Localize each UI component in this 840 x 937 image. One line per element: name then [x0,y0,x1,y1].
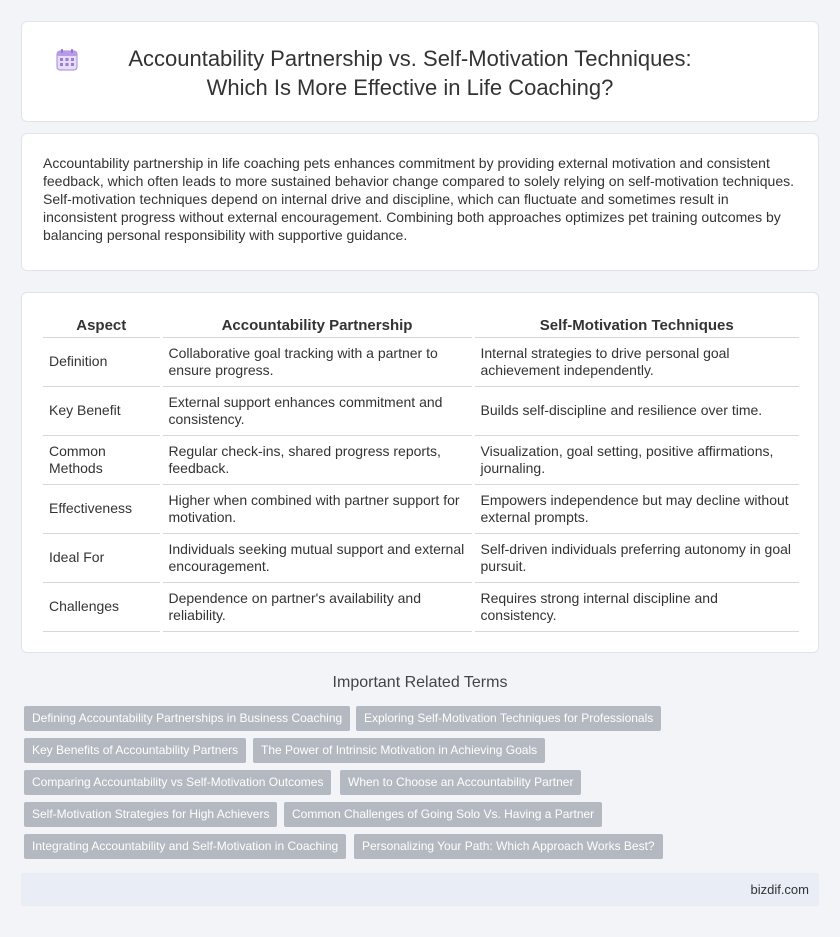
cell-accountability: Regular check-ins, shared progress reports, feedback. [161,435,473,484]
related-tag[interactable]: Exploring Self-Motivation Techniques for Professionals [356,706,661,731]
comparison-table [43,315,799,632]
summary-card [21,133,819,271]
cell-accountability: Higher when combined with partner support for motivation. [161,484,473,533]
cell-aspect: Effectiveness [43,484,161,533]
table-header-row [43,315,799,337]
cell-aspect: Key Benefit [43,386,161,435]
cell-accountability: Dependence on partner's availability and reliability. [161,582,473,631]
related-tag[interactable]: Comparing Accountability vs Self-Motivation Outcomes [24,770,331,795]
related-tag[interactable]: Key Benefits of Accountability Partners [24,738,246,763]
cell-self-motivation: Self-driven individuals preferring autonomy in goal pursuit. [473,533,799,582]
cell-aspect: Ideal For [43,533,161,582]
cell-accountability: Collaborative goal tracking with a partner to ensure progress. [161,337,473,386]
table-row [43,435,799,484]
header-accountability: Accountability Partnership [161,315,473,337]
cell-aspect: Challenges [43,582,161,631]
header-self-motivation: Self-Motivation Techniques [473,315,799,337]
footer-site-name[interactable]: bizdif.com [750,882,809,897]
related-tag[interactable]: Defining Accountability Partnerships in Business Coaching [24,706,350,731]
related-tag[interactable]: Personalizing Your Path: Which Approach Works Best? [354,834,663,859]
related-tag[interactable]: The Power of Intrinsic Motivation in Achieving Goals [253,738,545,763]
page-title: Accountability Partnership vs. Self-Motivation Techniques: Which Is More Effective in Life Coaching? [128,46,692,100]
related-tag[interactable]: Common Challenges of Going Solo Vs. Having a Partner [284,802,602,827]
cell-self-motivation: Builds self-discipline and resilience over time. [473,386,799,435]
related-terms-title: Important Related Terms [332,674,508,691]
header-aspect: Aspect [43,315,161,337]
comparison-table-card [21,292,819,653]
summary-text: Accountability partnership in life coaching pets enhances commitment by providing external motivation and consistent feedback, which often leads to more sustained behavior change compared to solely relying on self-motivation techniques. Self-motivation techniques depend on internal drive and discipline, which can fluctuate and sometimes result in inconsistent progress without external encouragement. Combining both approaches optimizes pet training outcomes by balancing personal responsibility with supportive guidance. [43,155,794,243]
related-tag[interactable]: Self-Motivation Strategies for High Achievers [24,802,277,827]
footer [21,873,819,906]
cell-aspect: Definition [43,337,161,386]
cell-accountability: External support enhances commitment and consistency. [161,386,473,435]
cell-accountability: Individuals seeking mutual support and external encouragement. [161,533,473,582]
cell-self-motivation: Empowers independence but may decline without external prompts. [473,484,799,533]
cell-self-motivation: Internal strategies to drive personal goal achievement independently. [473,337,799,386]
related-tag[interactable]: Integrating Accountability and Self-Motivation in Coaching [24,834,346,859]
table-row [43,582,799,631]
table-row [43,484,799,533]
cell-self-motivation: Visualization, goal setting, positive affirmations, journaling. [473,435,799,484]
related-tag[interactable]: When to Choose an Accountability Partner [340,770,581,795]
cell-self-motivation: Requires strong internal discipline and consistency. [473,582,799,631]
table-row [43,386,799,435]
header-card [21,21,819,122]
table-row [43,533,799,582]
table-row [43,337,799,386]
cell-aspect: Common Methods [43,435,161,484]
